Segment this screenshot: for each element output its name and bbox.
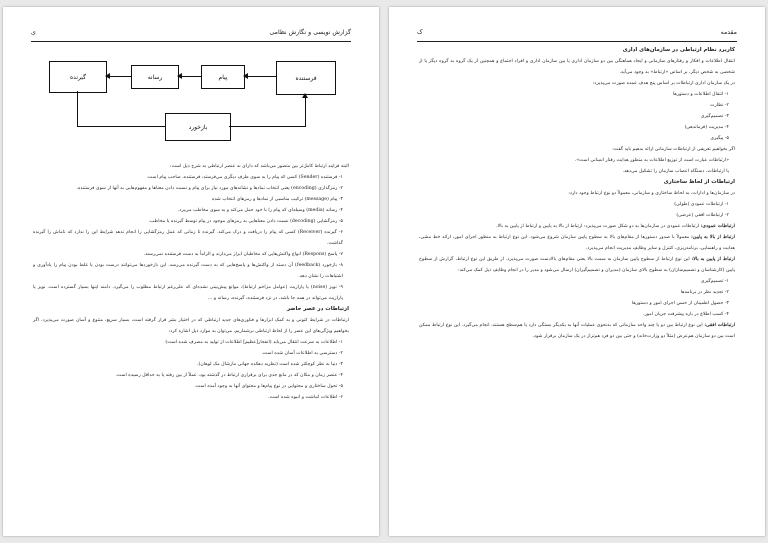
paragraph: ارتباطات در شرایط کنونی و به کمک ابزارها و فناوری‌های جدید ارتباطی که در اختیار بشر قرار گرفته است، بسیار سریع، متنوع و آسان صورت می‌پذیرد. اگر بخواهیم ویژگی‌های این عصر را از لحاظ ارتباطی برشماریم، می‌توان به موارد ذیل اشاره کرد: [33,318,349,334]
paragraph: اگر بخواهیم تعریفی از ارتباطات سازمانی ارائه بدهیم باید گفت: [612,147,735,152]
paragraph: ۹- نویز (noise) یا پارازیت (عوامل مزاحم ارتباط)، موانع پیش‌بینی نشده‌ای که علی‌رغم ارتباط مطلوب را می‌گیرد. دامنه اینها بسیار گسترده است. نویز یا پارازیت می‌تواند در همه جا باشد، در نزد فرستنده، گیرنده، رسانه و … [33,285,344,301]
paragraph: ۴- رسانه (media) وسیله‌ای که پیام را با خود حمل می‌کند و به سوی مخاطب می‌برد. [177,208,343,213]
list-item: ۱- اطلاعات به سرعت انتقال می‌یابد (انفجار[عظیم] اطلاعات از تولید به مصرف شده است) [165,340,343,345]
page-header [417,27,737,42]
feedback-box: بازخورد [165,113,231,141]
list-item: ۶- اطلاعات انباشت و انبوه شده است. [268,395,343,400]
list-item: ۱- ارتباطات عمودی (طولی) [674,202,729,207]
communication-diagram [43,57,343,157]
list-item: ۱- تصمیم‌گیری [700,279,729,284]
term-text: ارتباطات عمودی در سازمان‌ها به دو شکل صورت می‌پذیرد: ارتباط از بالا به پایین و ارتباط از پایین به بالا. [496,224,700,229]
paragraph: یا ارتباطات، دستگاه اعصاب سازمان را تشکیل می‌دهد. [622,169,729,174]
list-item: ۳- دنیا به نظر کوچکتر شده است (نظریه دهکده جهانی مارشال مک لوهان). [197,362,343,367]
list-item: ۴- مدیریت (فرماندهی) [684,125,729,130]
list-item: ۴- عنصر زمان و مکان که در مانع جدی برای برقراری ارتباط در گذشته بود، عملاً از بین رفته یا به حداقل رسیده است. [115,373,343,378]
paragraph: ۳- پیام (message) ترکیب مناسبی از نمادها و رمزهای انتخاب شده [211,197,343,202]
paragraph [419,320,735,342]
receiver-box: گیرنده [49,61,107,93]
list-item: ۴- کسب اطلاع در باره پیشرفت جریان امور. [643,312,729,317]
paragraph: در سازمان‌ها و ادارات، به لحاظ ساختاری و سازمانی، معمولاً دو نوع ارتباط وجود دارد: [568,191,735,196]
term-label: ارتباطات افقی: [704,323,735,328]
paragraph [419,232,735,254]
paragraph [419,254,735,276]
paragraph: ۷- پاسخ (Respons) انواع واکنش‌هایی که مخاطبان ابراز می‌دارند و الزاماً به دست فرستنده نمی‌رسند. [143,252,343,257]
list-item: ۳- حصول اطمینان از حسن اجرای امور و دستورها [631,301,729,306]
term-text: معمولاً با صدور دستورها از مقام‌های بالا به سطوح پایین سازمان شروع می‌شود. این نوع ارتباط به منظور اجرای امور، ارائه خط مشی، هدایت و راهنمایی، برنامه‌ریزی، کنترل و سایر وظایف مدیریت انجام می‌پذیرد. [419,235,735,251]
page-right [389,7,765,536]
section-heading: ارتباطات از لحاظ ساختاری [663,179,735,185]
section-heading: ارتباطات در عصر حاضر [286,306,349,312]
list-item: ۲- ارتباطات افقی (عرضی) [676,213,729,218]
term-label: ارتباط از بالا به پایین: [691,235,735,240]
page-header [31,27,351,42]
term-label: ارتباط از پایین به بالا: [691,257,735,262]
left-body-text [33,161,349,403]
list-item: ۲- تجدید نظر در برنامه‌ها [680,290,729,295]
paragraph [419,221,735,232]
page-number: ی [31,29,36,36]
right-body-text [419,45,735,342]
paragraph: ۸- بازخورد (feedback) آن دسته از واکنش‌ها و پاسخ‌هایی که به دست گیرنده می‌رسد. این بازخوردها می‌توانند درست بودن یا غلط بودن پیام را یادآوری و اشتباهات را نشان دهد. [33,263,344,279]
paragraph: البته فرایند ارتباط کامل‌تر بین متصور می‌باشد که دارای نه عنصر ارتباطی به شرح ذیل است: [169,164,349,169]
header-title: گزارش نویسی و نگارش نظامی [269,29,351,36]
message-box: پیام [201,65,245,89]
term-text: این نوع ارتباط بین دو یا چند واحد سازمانی که به‌نحوی عملیات آنها به یکدیگر بستگی دارد یا هم‌سطح هستند، انجام می‌گیرد. این نوع ارتباط ممکن است بین دو سازمان هم‌عرض (مثلاً دو وزارت‌خانه) و حتی بین دو فرد هم‌تراز در یک سازمان برقرار شود. [419,323,735,339]
sender-box: فرستنده [276,61,336,95]
term-label: ارتباطات عمودی: [700,224,735,229]
list-item: ۵- پیگیری [710,136,729,141]
list-item: ۲- دسترسی به اطلاعات آسان شده است. [261,351,343,356]
paragraph: ۶- گیرنده (Receiver) کسی که پیام را دریافت و درک می‌کند. گیرنده تا زمانی که عمل رمزگشایی را انجام ندهد شرایط این را ندارد که ناماش را گیرنده گذاشت. [33,230,343,246]
medium-box: رسانه [131,65,179,89]
paragraph: «ارتباطات عبارت است از توزیع اطلاعات به منظور هدایت رفتار انسانی است». [574,158,729,163]
paragraph: ۲- رمزگذاری (encoding) یعنی انتخاب نمادها و نشانه‌های مورد نیاز برای پیام و نسبت دادن معناها و مفهوم‌هایی به آنها از سوی فرستنده. [76,186,343,191]
header-title: مقدمه [720,29,737,36]
term-text: این نوع ارتباط از سطوح پایین سازمان به سمت بالا یعنی مقام‌های بالادست صورت می‌پذیرد. از طریق این نوع ارتباط، گزارش از سطوح پایین (کارشناسان و تصمیم‌سازان) به سطوح بالای سازمان (مدیران و تصمیم‌گیران) ارسال می‌شود و مدیر را در انجام وظایف ذیل کمک می‌کند: [419,257,735,273]
list-item: ۳- تصمیم‌گیری [700,114,729,119]
page-left [3,7,379,536]
list-item: ۱- انتقال اطلاعات و دستورها [672,92,729,97]
paragraph: در یک سازمان اداری ارتباطات بر اساس پنج هدف عمده صورت می‌پذیرد: [592,81,735,86]
list-item: ۲- نظارت [710,103,729,108]
paragraph: ۱- فرستنده (Sender) کسی که پیام را به سوی طرف دیگری می‌فرستد، فرستنده، صاحب پیام است. [146,175,343,180]
page-number: ک [417,29,423,36]
paragraph: انتقال اطلاعات و افکار و رفتارهای سازمانی و ایجاد هماهنگی بین دو سازمان اداری یا بین سازمان اداری و افراد اجتماع و همچنین از یک گروه به گروه دیگر یا از شخصی به شخص دیگر، بر اساس «ارتباط» به وجود می‌آید. [419,59,735,75]
paragraph: ۵- رمزگشایی (decoding) نسبت دادن معناهایی به رمزهای موجود در پیام توسط گیرنده یا مخاطب. [148,219,343,224]
section-heading: کاربرد نظام ارتباطی در سازمان‌های اداری [622,47,735,53]
list-item: ۵- تحول ساختاری و محتوایی در نوع پیام‌ها و محتوای آنها به وجود آمده است. [194,384,343,389]
